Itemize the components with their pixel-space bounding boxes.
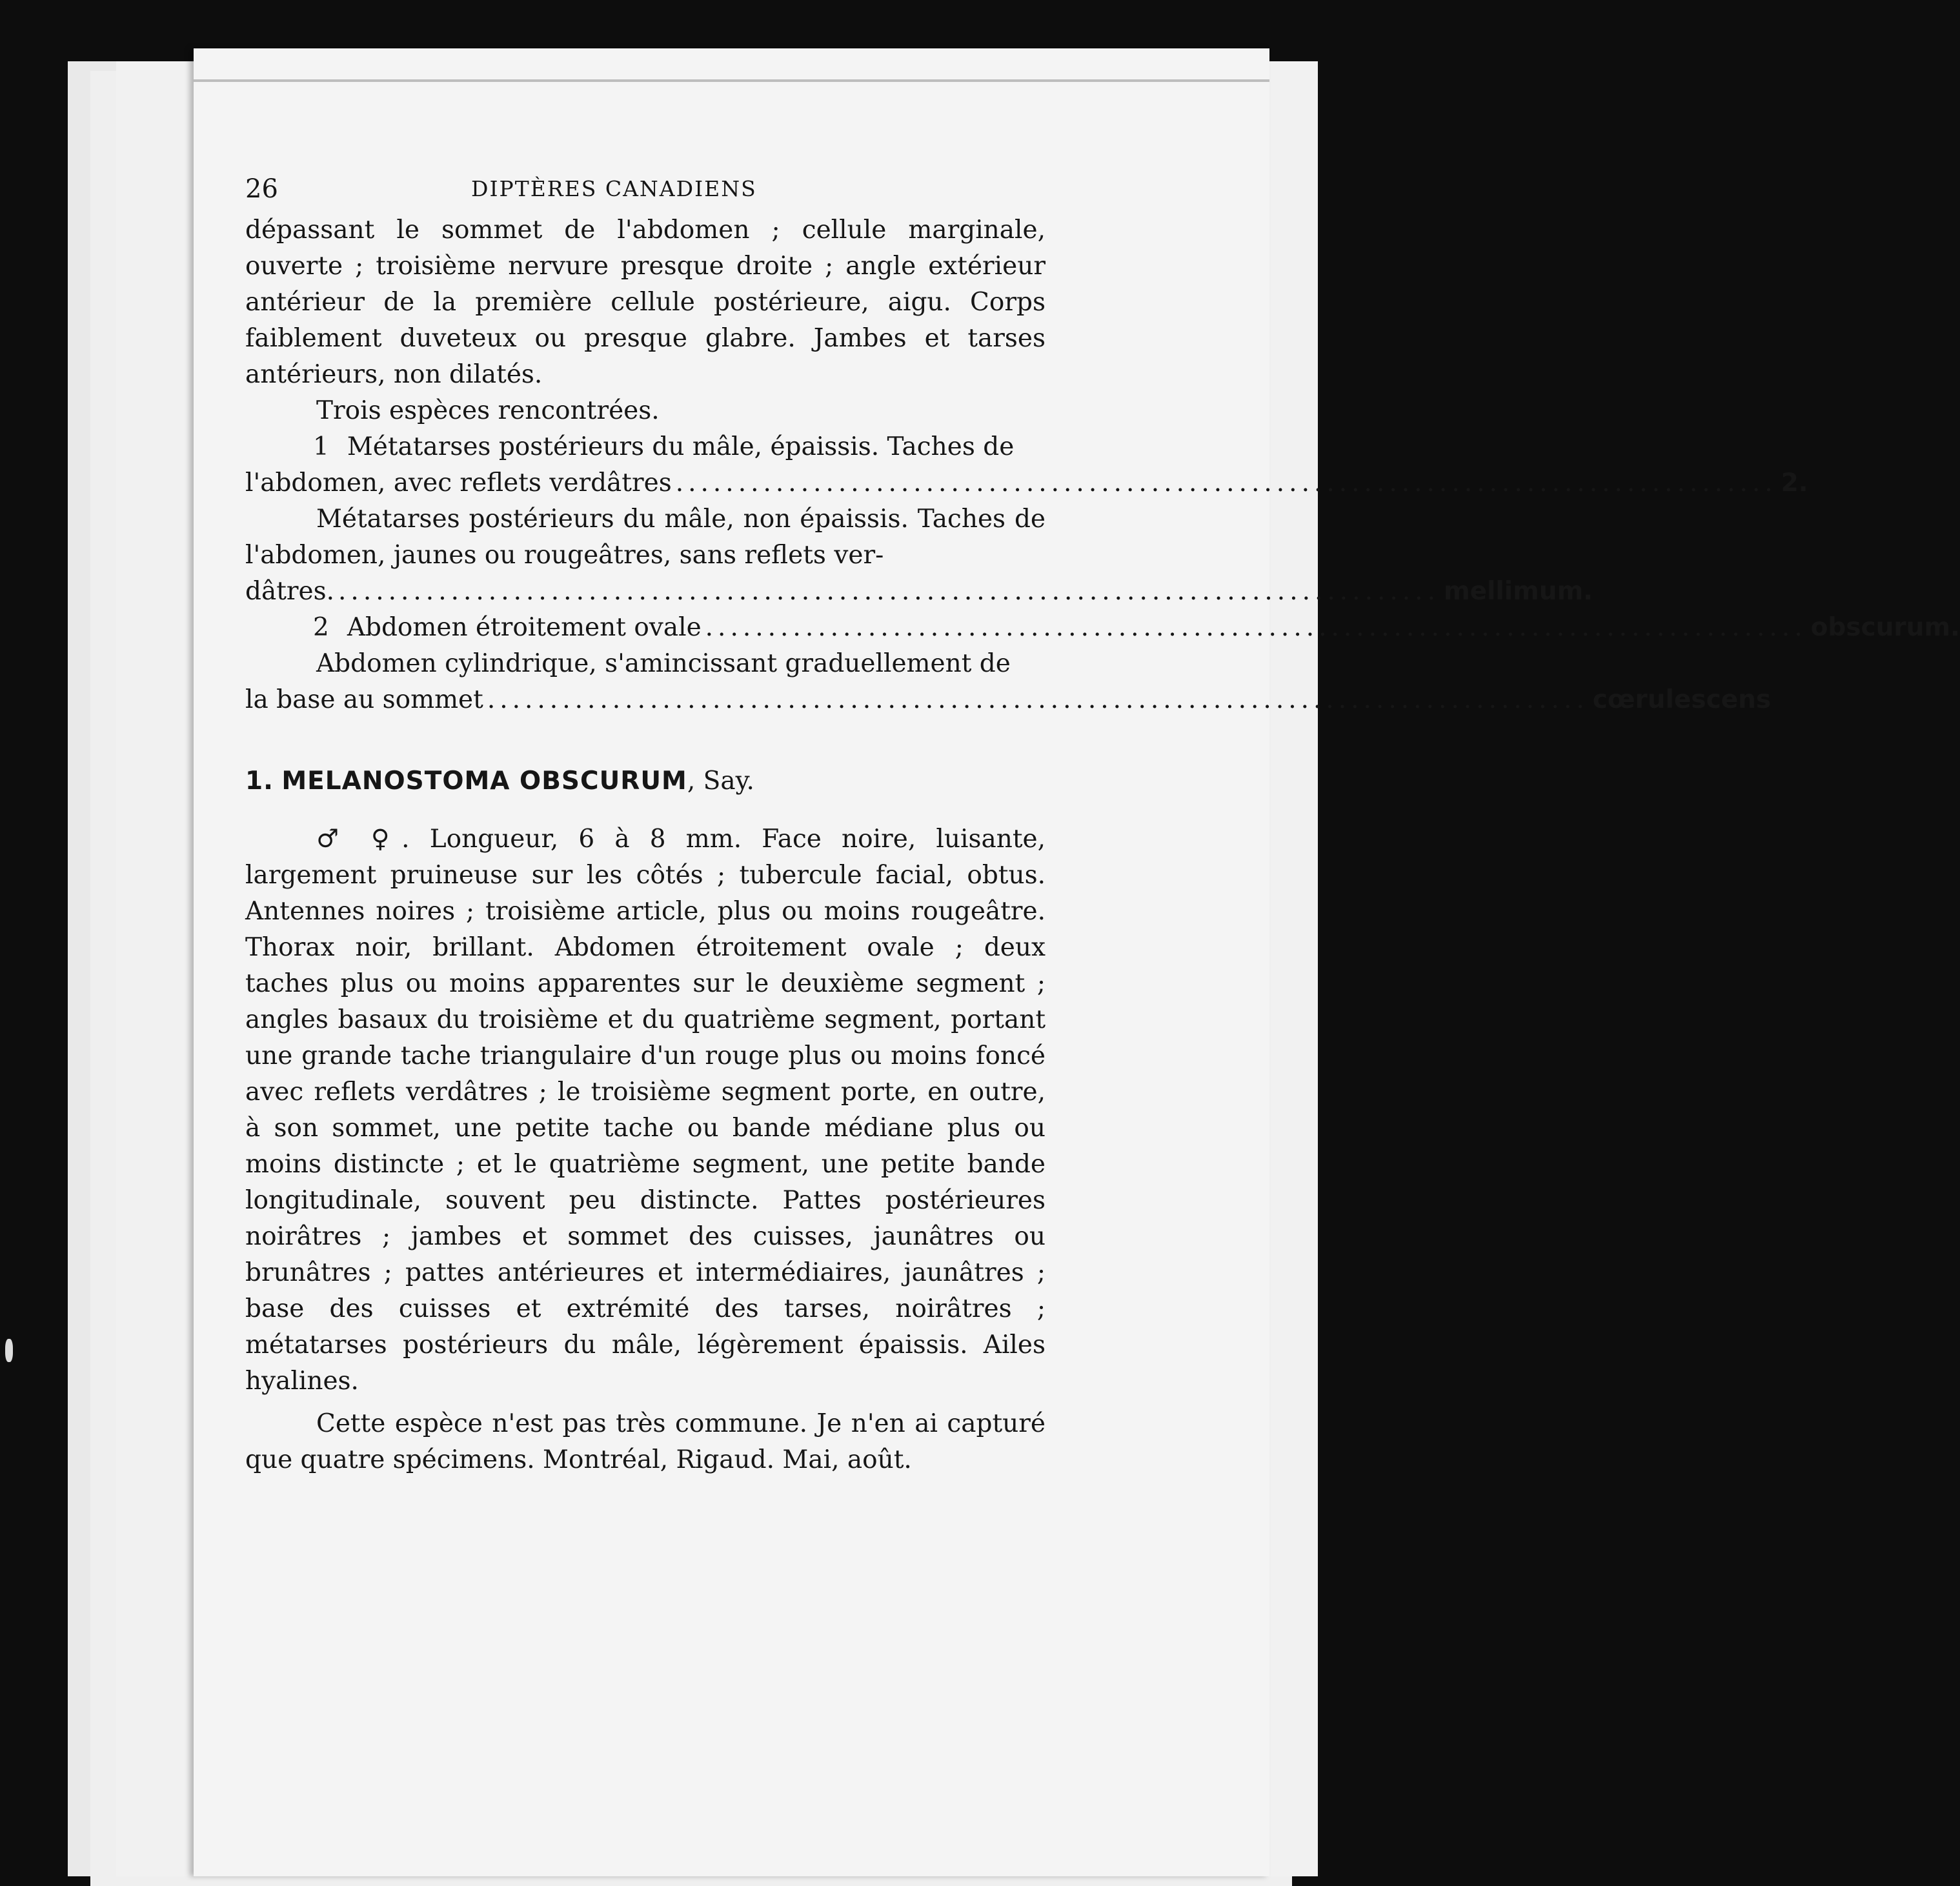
species-name: mellimum. xyxy=(1443,577,1593,606)
species-number: 1. xyxy=(245,767,274,796)
running-title: DIPTÈRES CANADIENS xyxy=(471,176,757,201)
species-name: obscurum. xyxy=(1810,613,1960,642)
species-author: , Say. xyxy=(687,767,754,796)
page-content xyxy=(245,171,1960,1478)
key-text: Métatarses postérieurs du mâle, épaissis. Taches de xyxy=(347,432,1015,461)
couplet-number: 1 xyxy=(313,432,329,461)
key-text: dâtres. xyxy=(245,577,335,606)
dot-leader: ........................................................................................ xyxy=(705,613,1807,642)
occurrence-note: Cette espèce n'est pas très commune. Je n'en ai capturé que quatre spécimens. Montréal, Rigaud. Mai, août. xyxy=(245,1409,1046,1474)
key-text: Métatarses postérieurs du mâle, non épaissis. Taches de l'abdomen, jaunes ou rougeâtres, sans reflets ver- xyxy=(245,505,1046,570)
key-couplet-1b xyxy=(245,501,1593,610)
dot-leader: ........................................................................................ xyxy=(487,685,1589,714)
species-count: Trois espèces rencontrées. xyxy=(316,396,660,425)
key-line xyxy=(245,574,1593,610)
species-description: ♂ ♀. Longueur, 6 à 8 mm. Face noire, luisante, largement pruineuse sur les côtés ; tubercule facial, obtus. Antennes noires ; troisième article, plus ou moins rougeâtre. Thorax noir, brillant. Abdomen étroitement ovale ; deux taches plus ou moins apparentes sur le deuxième segment ; angles basaux du troisième et du quatrième segment, portant une grande tache triangulaire d'un rouge plus ou moins foncé avec reflets verdâtres ; le troisième segment porte, en outre, à son sommet, une petite tache ou bande médiane plus ou moins distincte ; et le quatrième segment, une petite bande longitudinale, souvent peu distincte. Pattes postérieures noirâtres ; jambes et sommet des cuisses, jaunâtres ou brunâtres ; pattes antérieures et intermédiaires, jaunâtres ; base des cuisses et extrémité des tarses, noirâtres ; métatarses postérieurs du mâle, légèrement épaissis. Ailes hyalines. xyxy=(245,825,1046,1396)
key-text: Abdomen étroitement ovale xyxy=(347,613,702,642)
couplet-number: 2 xyxy=(313,613,329,642)
key-line xyxy=(245,429,1046,465)
edge-mark xyxy=(5,1339,13,1362)
running-head xyxy=(245,171,1046,212)
key-text: Abdomen cylindrique, s'amincissant graduellement de xyxy=(316,649,1011,678)
key-text: l'abdomen, avec reflets verdâtres xyxy=(245,468,672,497)
dot-leader: ........................................................................................ xyxy=(675,468,1777,497)
key-couplet-1a xyxy=(245,429,1808,501)
key-couplet-2a xyxy=(245,610,1960,646)
key-line xyxy=(245,682,1772,718)
key-line xyxy=(245,610,1960,646)
key-line xyxy=(245,465,1808,501)
page-number: 26 xyxy=(245,174,278,204)
dot-leader: ........................................................................................ xyxy=(338,577,1440,606)
species-title: MELANOSTOMA OBSCURUM xyxy=(281,767,687,796)
page-top-edge xyxy=(194,79,1269,82)
species-heading xyxy=(245,763,1046,799)
key-reference: 2. xyxy=(1781,468,1808,497)
key-text: la base au sommet xyxy=(245,685,483,714)
species-name: cœrulescens xyxy=(1592,685,1772,714)
key-couplet-2b xyxy=(245,646,1772,718)
intro-paragraph: dépassant le sommet de l'abdomen ; cellule marginale, ouverte ; troisième nervure presque droite ; angle extérieur antérieur de la première cellule postérieure, aigu. Corps faiblement duveteux ou presque glabre. Jambes et tarses antérieurs, non dilatés. xyxy=(245,216,1046,389)
